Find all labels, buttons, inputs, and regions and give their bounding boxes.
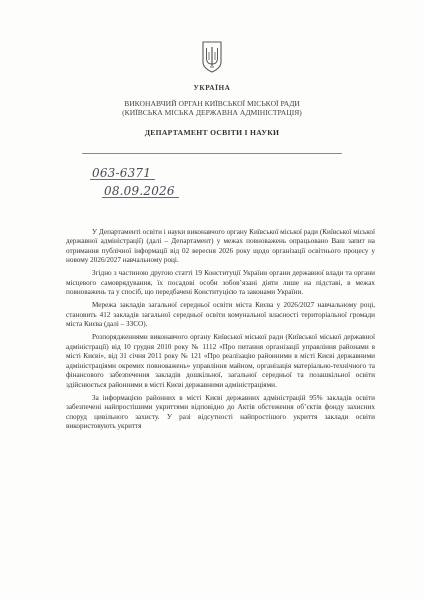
trident-emblem-icon — [201, 40, 223, 74]
ref-underline — [90, 179, 155, 180]
letterhead — [40, 84, 384, 137]
body-paragraph: У Департаменті освіти і науки виконавчого органу Київської міської ради (Київської міської державної адміністрації) (далі – Департамент) у межах повноважень опрацьовано Ваш запит на отримання публічної інформації від 02 вересня 2026 року щодо організації освітнього процесу у новому 2026/2027 навчальному році. — [66, 228, 375, 265]
date-underline — [102, 197, 179, 198]
letter-body — [66, 228, 375, 435]
handwritten-date — [104, 184, 175, 198]
department-name: ДЕПАРТАМЕНТ ОСВІТИ І НАУКИ — [144, 127, 280, 137]
ref-number-text: 063-6371 — [92, 166, 152, 180]
organization-subtitle: (КИЇВСЬКА МІСЬКА ДЕРЖАВНА АДМІНІСТРАЦІЯ) — [122, 108, 302, 118]
handwritten-ref-number — [92, 166, 151, 180]
body-paragraph: За інформацією районних в місті Києві державних адміністрацій 95% закладів освіти забезпечені найпростішими укриттями відповідно до Актів обстеження об’єктів фонду захисних споруд цивільного захисту. У разі відсутності найпростішого укриття заклади освіти використовують укриття — [66, 393, 375, 430]
date-text: 08.09.2026 — [104, 184, 175, 198]
body-paragraph: Мережа закладів загальної середньої освіти міста Києва у 2026/2027 навчальному році, становить 412 закладів загальної середньої освіти комунальної власності територіальної громади міста Києва (далі – ЗЗСО). — [66, 301, 375, 329]
body-paragraph: Розпорядженнями виконавчого органу Київської міської ради (Київської міської державної адміністрації) від 10 грудня 2010 року № 1112 «Про питання організації управління районами в місті Києві», від 31 січня 2011 року № 121 «Про реалізацію районними в місті Києві державними адміністраціями окремих повноважень» управління майном, організація матеріально-технічного та фінансового забезпечення закладів дошкільної, загальної середньої та позашкільної освіти здійснюється районними в місті Києві державними адміністраціями. — [66, 333, 375, 389]
organization-name: ВИКОНАВЧИЙ ОРГАН КИЇВСЬКОЇ МІСЬКОЇ РАДИ — [124, 99, 300, 108]
body-paragraph: Згідно з частиною другою статті 19 Конституції України органи державної влади та органи місцевого самоврядування, їх посадові особи зобов’язані діяти лише на підставі, в межах повноважень та у спосіб, що передбачені Конституцією та законами України. — [66, 269, 375, 297]
header-divider — [82, 153, 342, 154]
country-name: УКРАЇНА — [193, 84, 231, 92]
